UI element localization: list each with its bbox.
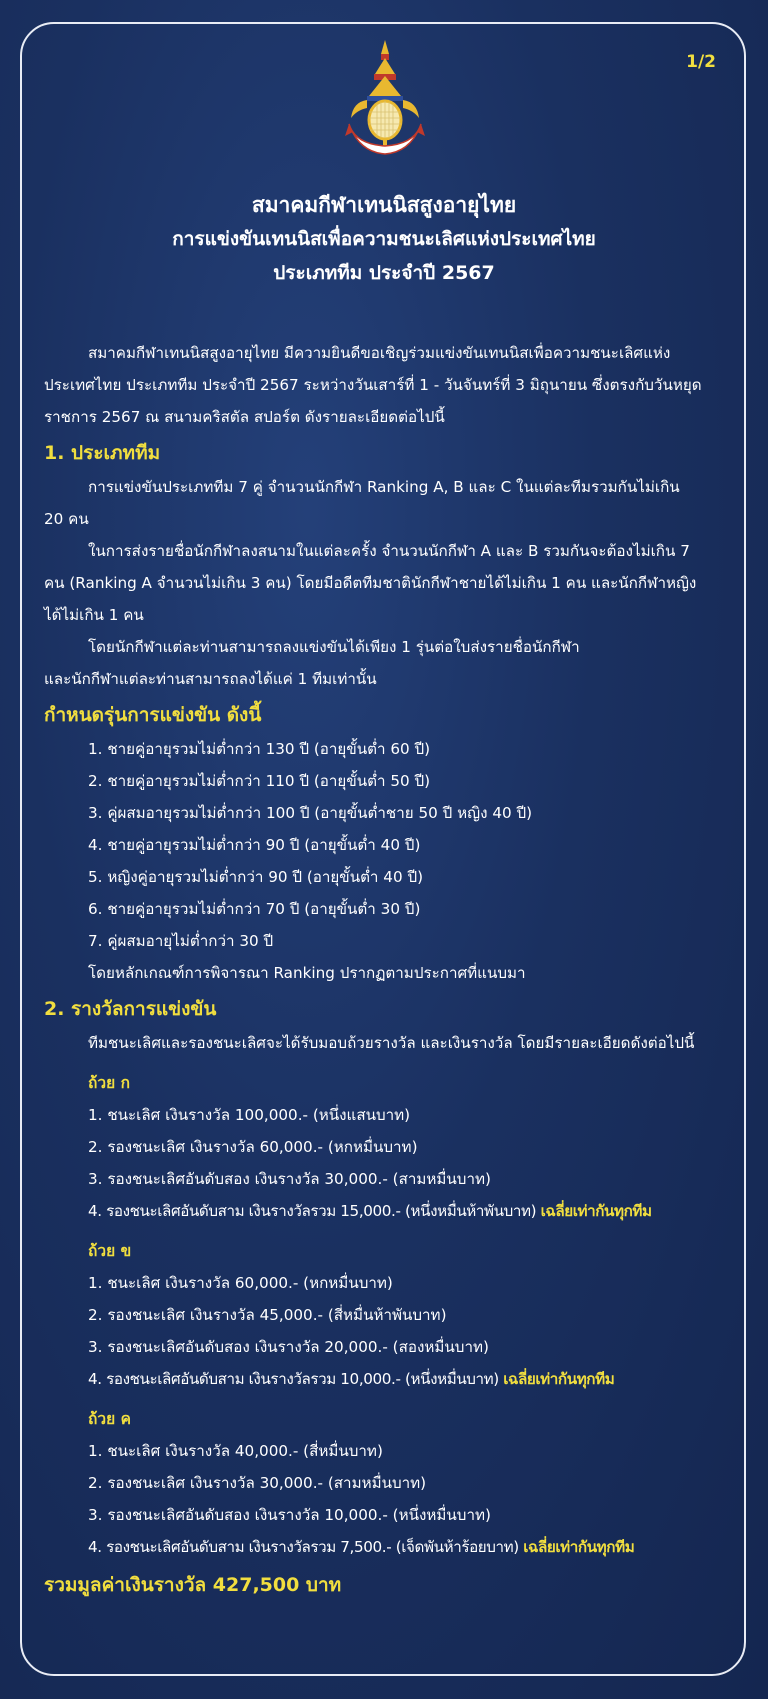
event-title: การแข่งขันเทนนิสเพื่อความชนะเลิศแห่งประเทศไทย (172, 228, 596, 250)
division-item: 5. หญิงคู่อายุรวมไม่ต่ำกว่า 90 ปี (อายุขั้นต่ำ 40 ปี) (88, 868, 424, 886)
division-item: 7. คู่ผสมอายุไม่ต่ำกว่า 30 ปี (88, 932, 274, 950)
intro-line: ประเทศไทย ประเภททีม ประจำปี 2567 ระหว่างวันเสาร์ที่ 1 - วันจันทร์ที่ 3 มิถุนายน ซึ่งตรงกับวันหยุด (44, 376, 702, 394)
prize-item: 2. รองชนะเลิศ เงินรางวัล 30,000.- (สามหมื่นบาท) (88, 1474, 427, 1492)
prize-item: 1. ชนะเลิศ เงินรางวัล 100,000.- (หนึ่งแสนบาท) (88, 1106, 411, 1124)
division-item: 3. คู่ผสมอายุรวมไม่ต่ำกว่า 100 ปี (อายุขั้นต่ำชาย 50 ปี หญิง 40 ปี) (88, 804, 533, 822)
prize-item (44, 1363, 724, 1395)
main-content (44, 337, 724, 1603)
tier-label: ถ้วย ค (88, 1410, 131, 1428)
section1-line: และนักกีฬาแต่ละท่านสามารถลงได้แค่ 1 ทีมเท่านั้น (44, 670, 377, 688)
intro-line: ราชการ 2567 ณ สนามคริสตัล สปอร์ต ดังรายละเอียดต่อไปนี้ (44, 408, 445, 426)
section1-heading: 1. ประเภททีม (44, 442, 161, 464)
page-number: 1/2 (686, 52, 716, 72)
division-item: 6. ชายคู่อายุรวมไม่ต่ำกว่า 70 ปี (อายุขั้นต่ำ 30 ปี) (88, 900, 421, 918)
prize-item: 2. รองชนะเลิศ เงินรางวัล 60,000.- (หกหมื่นบาท) (88, 1138, 418, 1156)
prize-highlight: เฉลี่ยเท่ากันทุกทีม (540, 1202, 652, 1220)
association-logo-icon (343, 40, 427, 160)
section1-line: ในการส่งรายชื่อนักกีฬาลงสนามในแต่ละครั้ง จำนวนนักกีฬา A และ B รวมกันจะต้องไม่เกิน 7 (88, 542, 690, 560)
header-titles (0, 188, 768, 290)
total-prize: รวมมูลค่าเงินรางวัล 427,500 บาท (44, 1574, 342, 1596)
prize-item-text: 4. รองชนะเลิศอันดับสาม เงินรางวัลรวม 15,000.- (หนึ่งหมื่นห้าพันบาท) (88, 1202, 541, 1220)
prize-item (44, 1195, 724, 1227)
divisions-heading: กำหนดรุ่นการแข่งขัน ดังนี้ (44, 704, 262, 726)
tier-list (44, 1267, 724, 1395)
prize-highlight: เฉลี่ยเท่ากันทุกทีม (503, 1370, 615, 1388)
division-item: 2. ชายคู่อายุรวมไม่ต่ำกว่า 110 ปี (อายุขั้นต่ำ 50 ปี) (88, 772, 431, 790)
section1-line: ได้ไม่เกิน 1 คน (44, 606, 144, 624)
division-item: 4. ชายคู่อายุรวมไม่ต่ำกว่า 90 ปี (อายุขั้นต่ำ 40 ปี) (88, 836, 421, 854)
division-item: 1. ชายคู่อายุรวมไม่ต่ำกว่า 130 ปี (อายุขั้นต่ำ 60 ปี) (88, 740, 431, 758)
prize-highlight: เฉลี่ยเท่ากันทุกทีม (523, 1538, 635, 1556)
prize-item: 3. รองชนะเลิศอันดับสอง เงินรางวัล 20,000.- (สองหมื่นบาท) (88, 1338, 489, 1356)
prize-item-text: 4. รองชนะเลิศอันดับสาม เงินรางวัลรวม 7,500.- (เจ็ดพันห้าร้อยบาท) (88, 1538, 524, 1556)
section2-heading: 2. รางวัลการแข่งขัน (44, 998, 217, 1020)
org-name: สมาคมกีฬาเทนนิสสูงอายุไทย (251, 193, 517, 217)
prize-item-text: 4. รองชนะเลิศอันดับสาม เงินรางวัลรวม 10,000.- (หนึ่งหมื่นบาท) (88, 1370, 504, 1388)
prize-item (44, 1531, 724, 1563)
tier-list (44, 1099, 724, 1227)
intro-line: สมาคมกีฬาเทนนิสสูงอายุไทย มีความยินดีขอเชิญร่วมแข่งขันเทนนิสเพื่อความชนะเลิศแห่ง (88, 344, 671, 362)
section1-line: โดยนักกีฬาแต่ละท่านสามารถลงแข่งขันได้เพียง 1 รุ่นต่อใบส่งรายชื่อนักกีฬา (88, 638, 580, 656)
section2-intro: ทีมชนะเลิศและรองชนะเลิศจะได้รับมอบถ้วยรางวัล และเงินรางวัล โดยมีรายละเอียดดังต่อไปนี้ (88, 1034, 695, 1052)
tier-list (44, 1435, 724, 1563)
divisions-note: โดยหลักเกณฑ์การพิจารณา Ranking ปรากฏตามประกาศที่แนบมา (88, 964, 526, 982)
prize-item: 3. รองชนะเลิศอันดับสอง เงินรางวัล 30,000.- (สามหมื่นบาท) (88, 1170, 491, 1188)
prize-item: 1. ชนะเลิศ เงินรางวัล 60,000.- (หกหมื่นบาท) (88, 1274, 393, 1292)
event-subtitle: ประเภททีม ประจำปี 2567 (273, 262, 495, 284)
prize-item: 2. รองชนะเลิศ เงินรางวัล 45,000.- (สี่หมื่นห้าพันบาท) (88, 1306, 447, 1324)
section1-line: การแข่งขันประเภททีม 7 คู่ จำนวนนักกีฬา Ranking A, B และ C ในแต่ละทีมรวมกันไม่เกิน (88, 478, 680, 496)
tier-label: ถ้วย ข (88, 1242, 132, 1260)
prize-item: 1. ชนะเลิศ เงินรางวัล 40,000.- (สี่หมื่นบาท) (88, 1442, 383, 1460)
tier-label: ถ้วย ก (88, 1074, 130, 1092)
section1-line: คน (Ranking A จำนวนไม่เกิน 3 คน) โดยมีอดีตทีมชาตินักกีฬาชายได้ไม่เกิน 1 คน และนักกีฬาหญิง (44, 574, 697, 592)
divisions-list (44, 733, 724, 989)
section1-line: 20 คน (44, 510, 89, 528)
prize-item: 3. รองชนะเลิศอันดับสอง เงินรางวัล 10,000.- (หนึ่งหมื่นบาท) (88, 1506, 491, 1524)
